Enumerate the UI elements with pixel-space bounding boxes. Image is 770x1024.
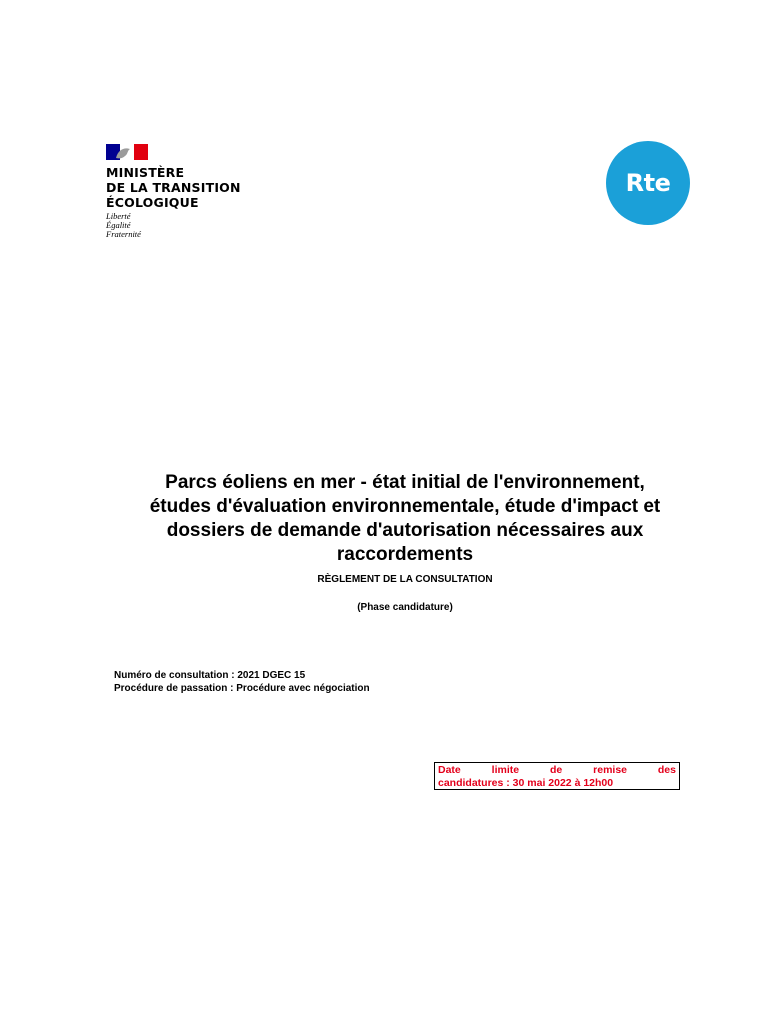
ministry-logo: [106, 144, 276, 239]
consultation-info: [114, 669, 370, 695]
deadline-word: Date: [438, 764, 461, 776]
deadline-word: de: [549, 764, 563, 776]
deadline-word: des: [657, 764, 676, 776]
deadline-box: [434, 762, 680, 790]
deadline-line-1: [438, 764, 676, 777]
title-line: études d'évaluation environnementale, étude d'impact et: [149, 496, 661, 517]
ministry-name: [106, 165, 276, 210]
motto-line: Liberté: [106, 211, 131, 221]
motto-line: Fraternité: [106, 229, 141, 239]
title-line: Parcs éoliens en mer - état initial de l'environnement,: [165, 472, 645, 493]
document-title: [100, 471, 710, 567]
rte-logo: [606, 141, 690, 225]
ministry-name-line: ÉCOLOGIQUE: [106, 195, 199, 210]
republic-motto: [106, 212, 276, 239]
deadline-word: limite: [491, 764, 520, 776]
ministry-name-line: MINISTÈRE: [106, 165, 185, 180]
procedure-type: Procédure de passation : Procédure avec négociation: [114, 683, 370, 694]
rte-logo-text: Rte: [625, 169, 671, 197]
title-line: raccordements: [336, 544, 474, 565]
title-line: dossiers de demande d'autorisation nécessaires aux: [166, 520, 644, 541]
marianne-flag-icon: [106, 144, 148, 160]
motto-line: Égalité: [106, 220, 131, 230]
phase-label: (Phase candidature): [357, 602, 453, 613]
document-subtitle: RÈGLEMENT DE LA CONSULTATION: [317, 574, 493, 585]
ministry-name-line: DE LA TRANSITION: [106, 180, 241, 195]
consultation-number: Numéro de consultation : 2021 DGEC 15: [114, 670, 306, 681]
deadline-line-2: candidatures : 30 mai 2022 à 12h00: [438, 777, 614, 789]
deadline-word: remise: [593, 764, 627, 776]
